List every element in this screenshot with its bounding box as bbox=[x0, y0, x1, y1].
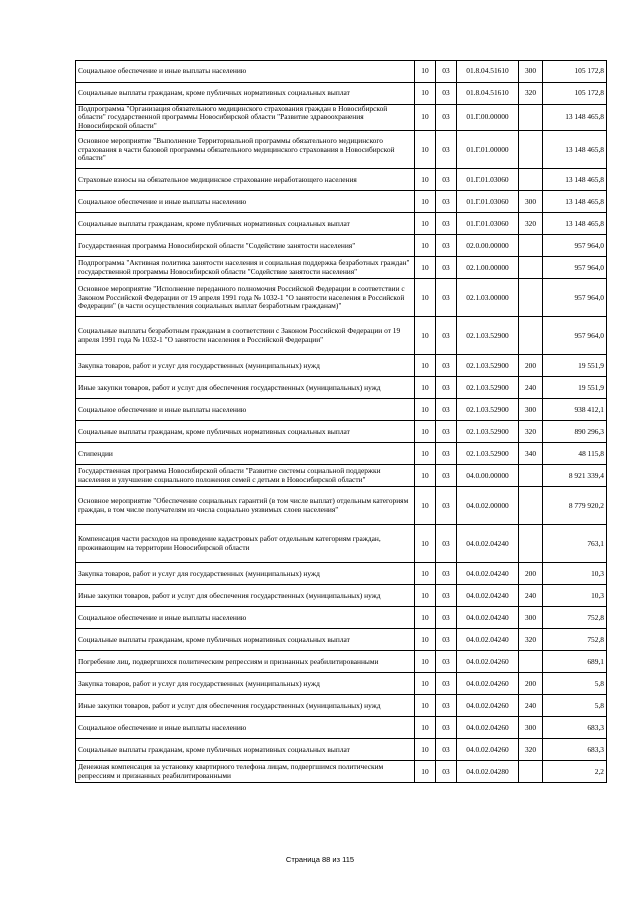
row-razdel: 10 bbox=[415, 761, 436, 783]
table-row bbox=[76, 191, 607, 213]
row-target-article: 04.0.02.04260 bbox=[457, 739, 519, 761]
row-podrazdel: 03 bbox=[436, 651, 457, 673]
row-name: Закупка товаров, работ и услуг для государственных (муниципальных) нужд bbox=[76, 673, 415, 695]
row-razdel: 10 bbox=[415, 443, 436, 465]
row-expense-type: 320 bbox=[519, 421, 543, 443]
row-amount: 10,3 bbox=[543, 585, 607, 607]
row-target-article: 01.Г.01.03060 bbox=[457, 213, 519, 235]
row-podrazdel: 03 bbox=[436, 629, 457, 651]
row-razdel: 10 bbox=[415, 83, 436, 105]
row-expense-type bbox=[519, 525, 543, 563]
row-target-article: 02.1.03.00000 bbox=[457, 279, 519, 317]
row-podrazdel: 03 bbox=[436, 317, 457, 355]
row-expense-type: 320 bbox=[519, 213, 543, 235]
row-podrazdel: 03 bbox=[436, 465, 457, 487]
table-row bbox=[76, 169, 607, 191]
row-razdel: 10 bbox=[415, 377, 436, 399]
row-name: Погребение лиц, подвергшихся политическим репрессиям и признанных реабилитированными bbox=[76, 651, 415, 673]
row-name: Социальное обеспечение и иные выплаты населению bbox=[76, 607, 415, 629]
row-target-article: 02.1.00.00000 bbox=[457, 257, 519, 279]
row-razdel: 10 bbox=[415, 169, 436, 191]
row-target-article: 02.1.03.52900 bbox=[457, 443, 519, 465]
row-target-article: 01.8.04.51610 bbox=[457, 61, 519, 83]
row-target-article: 04.0.02.00000 bbox=[457, 487, 519, 525]
row-name: Страховые взносы на обязательное медицинское страхование неработающего населения bbox=[76, 169, 415, 191]
row-target-article: 02.1.03.52900 bbox=[457, 355, 519, 377]
row-razdel: 10 bbox=[415, 213, 436, 235]
row-target-article: 04.0.02.04240 bbox=[457, 607, 519, 629]
row-target-article: 02.1.03.52900 bbox=[457, 421, 519, 443]
row-amount: 105 172,8 bbox=[543, 61, 607, 83]
table-row bbox=[76, 131, 607, 169]
row-name: Социальные выплаты безработным гражданам в соответствии с Законом Российской Федерации от 19 апреля 1991 года № 1032-1 "О занятости населения в Российской Федерации" bbox=[76, 317, 415, 355]
table-row bbox=[76, 607, 607, 629]
row-expense-type: 320 bbox=[519, 739, 543, 761]
row-expense-type bbox=[519, 257, 543, 279]
row-podrazdel: 03 bbox=[436, 399, 457, 421]
row-razdel: 10 bbox=[415, 355, 436, 377]
row-expense-type: 340 bbox=[519, 443, 543, 465]
row-amount: 13 148 465,8 bbox=[543, 213, 607, 235]
row-expense-type: 300 bbox=[519, 191, 543, 213]
row-amount: 763,1 bbox=[543, 525, 607, 563]
row-razdel: 10 bbox=[415, 629, 436, 651]
row-name: Закупка товаров, работ и услуг для государственных (муниципальных) нужд bbox=[76, 563, 415, 585]
row-razdel: 10 bbox=[415, 131, 436, 169]
row-podrazdel: 03 bbox=[436, 525, 457, 563]
row-podrazdel: 03 bbox=[436, 421, 457, 443]
table-row bbox=[76, 213, 607, 235]
row-expense-type bbox=[519, 131, 543, 169]
table-row bbox=[76, 377, 607, 399]
row-name: Компенсация части расходов на проведение кадастровых работ отдельным категориям граждан, проживающим на территории Новосибирской области bbox=[76, 525, 415, 563]
row-razdel: 10 bbox=[415, 695, 436, 717]
row-podrazdel: 03 bbox=[436, 61, 457, 83]
row-amount: 683,3 bbox=[543, 739, 607, 761]
row-razdel: 10 bbox=[415, 607, 436, 629]
row-target-article: 04.0.02.04240 bbox=[457, 629, 519, 651]
row-amount: 957 964,0 bbox=[543, 257, 607, 279]
budget-table bbox=[75, 60, 607, 783]
row-target-article: 02.0.00.00000 bbox=[457, 235, 519, 257]
row-target-article: 02.1.03.52900 bbox=[457, 317, 519, 355]
row-target-article: 02.1.03.52900 bbox=[457, 399, 519, 421]
row-expense-type: 300 bbox=[519, 717, 543, 739]
row-amount: 8 779 920,2 bbox=[543, 487, 607, 525]
row-razdel: 10 bbox=[415, 317, 436, 355]
table-row bbox=[76, 279, 607, 317]
row-razdel: 10 bbox=[415, 651, 436, 673]
row-name: Социальное обеспечение и иные выплаты населению bbox=[76, 717, 415, 739]
row-razdel: 10 bbox=[415, 585, 436, 607]
row-expense-type bbox=[519, 105, 543, 131]
row-target-article: 01.Г.01.03060 bbox=[457, 191, 519, 213]
row-target-article: 04.0.02.04260 bbox=[457, 695, 519, 717]
row-razdel: 10 bbox=[415, 257, 436, 279]
row-podrazdel: 03 bbox=[436, 739, 457, 761]
row-target-article: 01.Г.01.00000 bbox=[457, 131, 519, 169]
table-row bbox=[76, 717, 607, 739]
row-name: Стипендии bbox=[76, 443, 415, 465]
row-podrazdel: 03 bbox=[436, 717, 457, 739]
row-razdel: 10 bbox=[415, 421, 436, 443]
row-razdel: 10 bbox=[415, 191, 436, 213]
table-row bbox=[76, 421, 607, 443]
row-razdel: 10 bbox=[415, 563, 436, 585]
row-target-article: 04.0.02.04280 bbox=[457, 761, 519, 783]
row-amount: 683,3 bbox=[543, 717, 607, 739]
row-name: Иные закупки товаров, работ и услуг для обеспечения государственных (муниципальных) нужд bbox=[76, 585, 415, 607]
table-row bbox=[76, 83, 607, 105]
row-expense-type: 240 bbox=[519, 377, 543, 399]
row-podrazdel: 03 bbox=[436, 695, 457, 717]
row-target-article: 04.0.02.04260 bbox=[457, 651, 519, 673]
row-podrazdel: 03 bbox=[436, 83, 457, 105]
row-name: Иные закупки товаров, работ и услуг для обеспечения государственных (муниципальных) нужд bbox=[76, 377, 415, 399]
row-razdel: 10 bbox=[415, 673, 436, 695]
row-amount: 938 412,1 bbox=[543, 399, 607, 421]
row-amount: 957 964,0 bbox=[543, 279, 607, 317]
row-name: Основное мероприятие "Выполнение Территориальной программы обязательного медицинского страхования в части базовой программы обязательного медицинского страхования в Новосибирской области" bbox=[76, 131, 415, 169]
budget-table-body bbox=[76, 61, 607, 783]
row-target-article: 04.0.02.04240 bbox=[457, 525, 519, 563]
row-name: Подпрограмма "Организация обязательного медицинского страхования граждан в Новосибирской области" государственной программы Новосибирской области "Развитие здравоохранения Новосибирской области" bbox=[76, 105, 415, 131]
row-podrazdel: 03 bbox=[436, 235, 457, 257]
row-name: Денежная компенсация за установку квартирного телефона лицам, подвергшимся политическим репрессиям и признанных реабилитированными bbox=[76, 761, 415, 783]
table-row bbox=[76, 525, 607, 563]
row-amount: 48 115,8 bbox=[543, 443, 607, 465]
row-expense-type: 320 bbox=[519, 83, 543, 105]
row-expense-type: 320 bbox=[519, 629, 543, 651]
table-row bbox=[76, 487, 607, 525]
row-expense-type: 300 bbox=[519, 399, 543, 421]
row-podrazdel: 03 bbox=[436, 257, 457, 279]
row-razdel: 10 bbox=[415, 279, 436, 317]
row-name: Социальное обеспечение и иные выплаты населению bbox=[76, 399, 415, 421]
table-row bbox=[76, 443, 607, 465]
row-razdel: 10 bbox=[415, 739, 436, 761]
row-expense-type: 240 bbox=[519, 695, 543, 717]
table-row bbox=[76, 629, 607, 651]
row-razdel: 10 bbox=[415, 487, 436, 525]
row-target-article: 04.0.02.04240 bbox=[457, 563, 519, 585]
row-expense-type: 240 bbox=[519, 585, 543, 607]
row-razdel: 10 bbox=[415, 399, 436, 421]
row-expense-type: 200 bbox=[519, 355, 543, 377]
row-amount: 13 148 465,8 bbox=[543, 191, 607, 213]
row-name: Социальное обеспечение и иные выплаты населению bbox=[76, 191, 415, 213]
row-podrazdel: 03 bbox=[436, 169, 457, 191]
row-amount: 10,3 bbox=[543, 563, 607, 585]
row-amount: 890 296,3 bbox=[543, 421, 607, 443]
row-target-article: 01.Г.01.03060 bbox=[457, 169, 519, 191]
row-podrazdel: 03 bbox=[436, 105, 457, 131]
row-podrazdel: 03 bbox=[436, 487, 457, 525]
row-target-article: 04.0.02.04260 bbox=[457, 673, 519, 695]
row-amount: 957 964,0 bbox=[543, 317, 607, 355]
row-amount: 8 921 339,4 bbox=[543, 465, 607, 487]
row-name: Закупка товаров, работ и услуг для государственных (муниципальных) нужд bbox=[76, 355, 415, 377]
row-podrazdel: 03 bbox=[436, 585, 457, 607]
row-razdel: 10 bbox=[415, 235, 436, 257]
row-expense-type bbox=[519, 487, 543, 525]
row-target-article: 04.0.02.04260 bbox=[457, 717, 519, 739]
row-podrazdel: 03 bbox=[436, 761, 457, 783]
row-razdel: 10 bbox=[415, 105, 436, 131]
row-name: Социальные выплаты гражданам, кроме публичных нормативных социальных выплат bbox=[76, 739, 415, 761]
row-name: Социальные выплаты гражданам, кроме публичных нормативных социальных выплат bbox=[76, 421, 415, 443]
row-name: Иные закупки товаров, работ и услуг для обеспечения государственных (муниципальных) нужд bbox=[76, 695, 415, 717]
row-name: Подпрограмма "Активная политика занятости населения и социальная поддержка безработных граждан" государственной программы Новосибирской области "Содействие занятости населения" bbox=[76, 257, 415, 279]
row-expense-type: 300 bbox=[519, 61, 543, 83]
row-target-article: 02.1.03.52900 bbox=[457, 377, 519, 399]
row-amount: 13 148 465,8 bbox=[543, 105, 607, 131]
row-expense-type bbox=[519, 465, 543, 487]
row-amount: 19 551,9 bbox=[543, 355, 607, 377]
table-row bbox=[76, 695, 607, 717]
row-expense-type bbox=[519, 761, 543, 783]
row-expense-type bbox=[519, 169, 543, 191]
table-row bbox=[76, 739, 607, 761]
row-amount: 957 964,0 bbox=[543, 235, 607, 257]
row-target-article: 04.0.00.00000 bbox=[457, 465, 519, 487]
row-amount: 2,2 bbox=[543, 761, 607, 783]
row-expense-type: 200 bbox=[519, 673, 543, 695]
table-row bbox=[76, 235, 607, 257]
row-target-article: 01.Г.00.00000 bbox=[457, 105, 519, 131]
table-row bbox=[76, 585, 607, 607]
table-row bbox=[76, 563, 607, 585]
row-razdel: 10 bbox=[415, 465, 436, 487]
row-name: Основное мероприятие "Обеспечение социальных гарантий (в том числе выплат) отдельным категориям граждан, в том числе получателям из числа социально уязвимых слоев населения" bbox=[76, 487, 415, 525]
row-target-article: 01.8.04.51610 bbox=[457, 83, 519, 105]
row-podrazdel: 03 bbox=[436, 191, 457, 213]
row-amount: 105 172,8 bbox=[543, 83, 607, 105]
row-razdel: 10 bbox=[415, 61, 436, 83]
row-expense-type bbox=[519, 651, 543, 673]
row-expense-type: 200 bbox=[519, 563, 543, 585]
row-podrazdel: 03 bbox=[436, 355, 457, 377]
row-amount: 13 148 465,8 bbox=[543, 169, 607, 191]
row-amount: 5,8 bbox=[543, 673, 607, 695]
row-expense-type bbox=[519, 235, 543, 257]
row-podrazdel: 03 bbox=[436, 377, 457, 399]
row-name: Социальные выплаты гражданам, кроме публичных нормативных социальных выплат bbox=[76, 629, 415, 651]
row-target-article: 04.0.02.04240 bbox=[457, 585, 519, 607]
budget-table-page bbox=[75, 60, 606, 783]
row-name: Государственная программа Новосибирской области "Содействие занятости населения" bbox=[76, 235, 415, 257]
row-razdel: 10 bbox=[415, 525, 436, 563]
row-podrazdel: 03 bbox=[436, 563, 457, 585]
table-row bbox=[76, 465, 607, 487]
row-name: Социальные выплаты гражданам, кроме публичных нормативных социальных выплат bbox=[76, 83, 415, 105]
table-row bbox=[76, 105, 607, 131]
row-name: Социальные выплаты гражданам, кроме публичных нормативных социальных выплат bbox=[76, 213, 415, 235]
row-podrazdel: 03 bbox=[436, 213, 457, 235]
page-number: Страница 88 из 115 bbox=[285, 855, 355, 864]
row-amount: 13 148 465,8 bbox=[543, 131, 607, 169]
table-row bbox=[76, 257, 607, 279]
row-name: Социальное обеспечение и иные выплаты населению bbox=[76, 61, 415, 83]
row-podrazdel: 03 bbox=[436, 131, 457, 169]
row-amount: 689,1 bbox=[543, 651, 607, 673]
table-row bbox=[76, 399, 607, 421]
table-row bbox=[76, 673, 607, 695]
row-podrazdel: 03 bbox=[436, 443, 457, 465]
table-row bbox=[76, 355, 607, 377]
row-expense-type bbox=[519, 317, 543, 355]
row-amount: 19 551,9 bbox=[543, 377, 607, 399]
table-row bbox=[76, 651, 607, 673]
row-amount: 5,8 bbox=[543, 695, 607, 717]
row-podrazdel: 03 bbox=[436, 279, 457, 317]
table-row bbox=[76, 61, 607, 83]
row-name: Государственная программа Новосибирской области "Развитие системы социальной поддержки населения и улучшение социального положения семей с детьми в Новосибирской области" bbox=[76, 465, 415, 487]
row-podrazdel: 03 bbox=[436, 607, 457, 629]
table-row bbox=[76, 317, 607, 355]
row-expense-type bbox=[519, 279, 543, 317]
row-razdel: 10 bbox=[415, 717, 436, 739]
row-amount: 752,8 bbox=[543, 607, 607, 629]
row-expense-type: 300 bbox=[519, 607, 543, 629]
row-podrazdel: 03 bbox=[436, 673, 457, 695]
table-row bbox=[76, 761, 607, 783]
row-name: Основное мероприятие "Исполнение переданного полномочия Российской Федерации в соответствии с Законом Российской Федерации от 19 апреля 1991 года № 1032-1 "О занятости населения в Российской Федерации" (в части осуществления социальных выплат безработным гражданам)" bbox=[76, 279, 415, 317]
row-amount: 752,8 bbox=[543, 629, 607, 651]
